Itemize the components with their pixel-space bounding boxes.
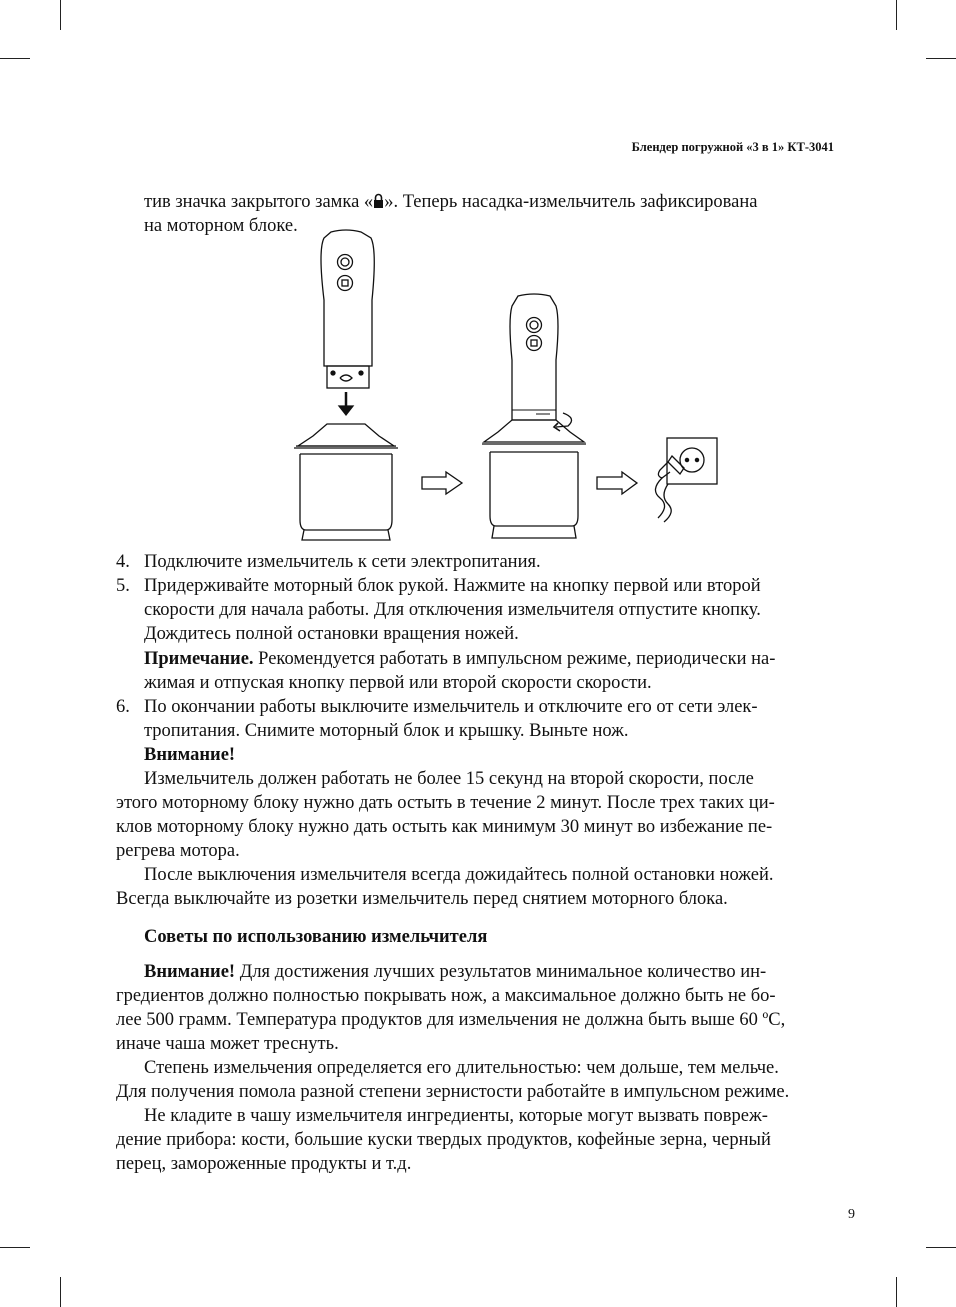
crop-mark	[0, 1247, 30, 1248]
assembled-unit-middle	[482, 294, 586, 538]
warning-text: Всегда выключайте из розетки измельчитель перед снятием моторного блока.	[116, 889, 728, 909]
warning-text: После выключения измельчителя всегда дожидайтесь полной остановки ножей.	[144, 865, 774, 885]
tips-line: Внимание! Для достижения лучших результатов минимальное количество ин-	[144, 962, 767, 982]
right-arrow-2	[597, 472, 637, 494]
page-number: 9	[848, 1207, 855, 1222]
tips-line: перец, замороженные продукты и т.д.	[116, 1154, 412, 1174]
tips-line: дение прибора: кости, большие куски твердых продуктов, кофейные зерна, черный	[116, 1130, 771, 1150]
warning-text: Измельчитель должен работать не более 15 секунд на второй скорости, после	[144, 769, 754, 789]
tips-line: лее 500 грамм. Температура продуктов для измельчения не должна быть выше 60 ºС,	[116, 1010, 786, 1030]
note-line-2: жимая и отпуская кнопку первой или второй скорости скорости.	[144, 673, 652, 693]
intro-line-1: тив значка закрытого замка « ». Теперь насадка-измельчитель зафиксирована	[144, 192, 758, 212]
assembly-illustration	[0, 0, 956, 560]
step-6-line: По окончании работы выключите измельчитель и отключите его от сети элек-	[144, 697, 758, 717]
warning-text: регрева мотора.	[116, 841, 240, 861]
motor-unit-left	[321, 230, 374, 388]
warning-text: клов моторному блоку нужно дать остыть как минимум 30 минут во избежание пе-	[116, 817, 773, 837]
tips-line: иначе чаша может треснуть.	[116, 1034, 339, 1054]
tips-line: Степень измельчения определяется его длительностью: чем дольше, тем мельче.	[144, 1058, 779, 1078]
step-5-line: Дождитесь полной остановки вращения ножей.	[144, 624, 519, 644]
power-socket	[667, 438, 717, 484]
tips-line: Не кладите в чашу измельчителя ингредиенты, которые могут вызвать повреж-	[144, 1106, 768, 1126]
section-heading: Советы по использованию измельчителя	[144, 927, 488, 947]
step-6-line: тропитания. Снимите моторный блок и крышку. Выньте нож.	[144, 721, 629, 741]
step-number: 4.	[116, 552, 130, 572]
power-plug	[655, 456, 684, 522]
step-5-line: Придерживайте моторный блок рукой. Нажмите на кнопку первой или второй	[144, 576, 761, 596]
down-arrow	[339, 392, 353, 415]
crop-mark	[896, 1277, 897, 1307]
step-number: 6.	[116, 697, 130, 717]
step-5-line: скорости для начала работы. Для отключения измельчителя отпустите кнопку.	[144, 600, 761, 620]
right-arrow-1	[422, 472, 462, 494]
step-4-text: Подключите измельчитель к сети электропитания.	[144, 552, 541, 572]
tips-line: Для получения помола разной степени зернистости работайте в импульсном режиме.	[116, 1082, 790, 1102]
note-line-1: Примечание. Рекомендуется работать в импульсном режиме, периодически на-	[144, 649, 776, 669]
intro-line-2: на моторном блоке.	[144, 216, 298, 236]
warning-label: Внимание!	[144, 745, 236, 765]
crop-mark	[60, 1277, 61, 1307]
tips-line: гредиентов должно полностью покрывать нож, а максимальное должно быть не бо-	[116, 986, 776, 1006]
chopper-bowl-left	[294, 424, 398, 540]
running-header: Блендер погружной «3 в 1» КТ-3041	[631, 140, 834, 154]
warning-text: этого моторному блоку нужно дать остыть в течение 2 минут. После трех таких ци-	[116, 793, 775, 813]
step-number: 5.	[116, 576, 130, 596]
crop-mark	[926, 1247, 956, 1248]
